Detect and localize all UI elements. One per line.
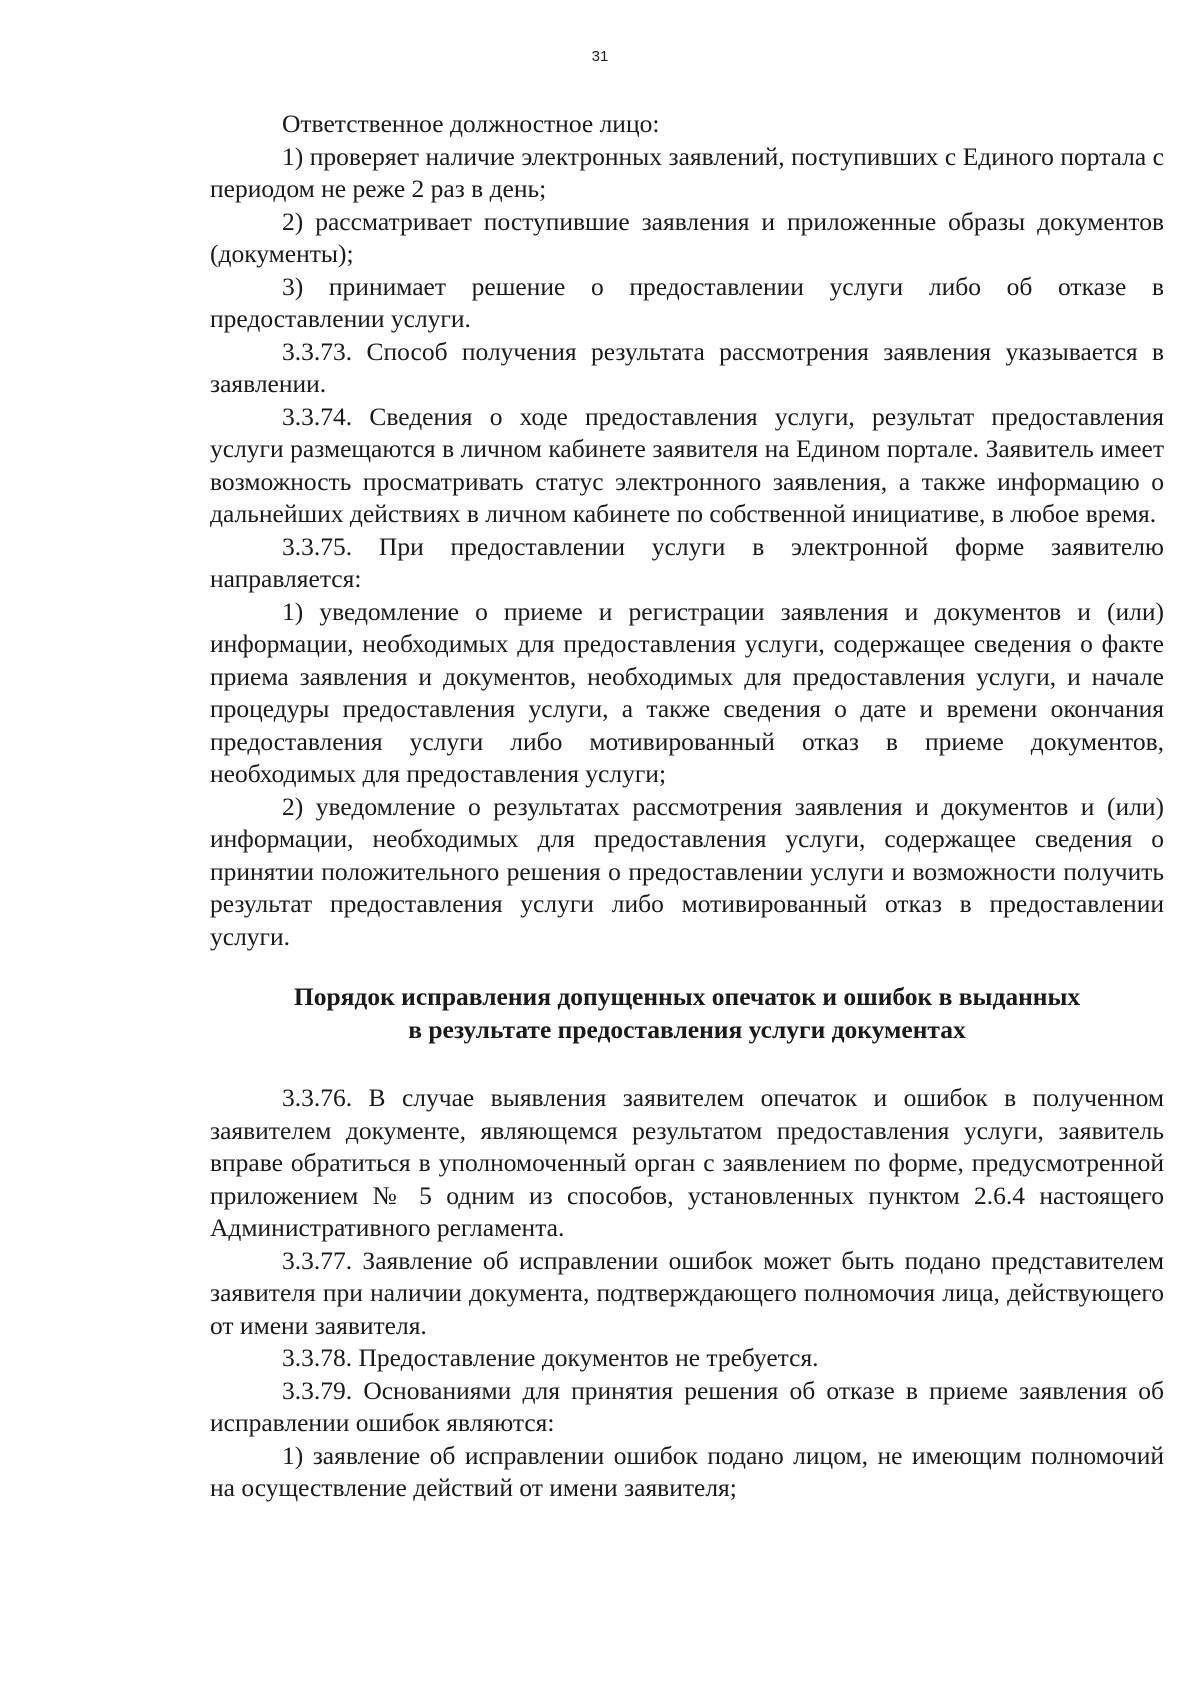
paragraph-3-3-78: 3.3.78. Предоставление документов не требуется. [282, 1343, 819, 1372]
paragraph-item-1-check: 1) проверяет наличие электронных заявлений, поступивших с Единого портала с периодом не реже 2 раз в день; [210, 141, 1164, 203]
paragraph-item-3-decision: 3) принимает решение о предоставлении услуги либо об отказе в предоставлении услуги. [210, 271, 1164, 333]
paragraph-notification-1: 1) уведомление о приеме и регистрации заявления и документов и (или) информации, необходимых для предоставления услуги, содержащее сведения о факте приема заявления и документов, необходимых для предоставления услуги, и начале процедуры предоставления услуги, а также сведения о дате и времени окончания предоставления услуги либо мотивированный отказ в приеме документов, необходимых для предоставления услуги; [210, 596, 1164, 788]
paragraph-3-3-77: 3.3.77. Заявление об исправлении ошибок может быть подано представителем заявителя при наличии документа, подтверждающего полномочия лица, действующего от имени заявителя. [210, 1245, 1164, 1340]
section-heading [210, 981, 1164, 1046]
paragraph-3-3-76: 3.3.76. В случае выявления заявителем опечаток и ошибок в полученном заявителем документе, являющемся результатом предоставления услуги, заявитель вправе обратиться в уполномоченный орган с заявлением по форме, предусмотренной приложением № 5 одним из способов, установленных пунктом 2.6.4 настоящего Административного регламента. [210, 1083, 1164, 1242]
paragraph-3-3-79: 3.3.79. Основаниями для принятия решения об отказе в приеме заявления об исправлении ошибок являются: [210, 1375, 1164, 1437]
paragraph-item-2-review: 2) рассматривает поступившие заявления и приложенные образы документов (документы); [210, 206, 1164, 268]
paragraph-3-3-75: 3.3.75. При предоставлении услуги в электронной форме заявителю направляется: [210, 531, 1164, 593]
paragraph-notification-2: 2) уведомление о результатах рассмотрения заявления и документов и (или) информации, необходимых для предоставления услуги, содержащее сведения о принятии положительного решения о предоставлении услуги и возможности получить результат предоставления услуги либо мотивированный отказ в предоставлении услуги. [210, 791, 1164, 951]
section-heading-line-2: в результате предоставления услуги документах [408, 1014, 966, 1044]
page-number: 31 [591, 48, 609, 65]
document-body [210, 108, 1164, 1505]
paragraph-3-3-73: 3.3.73. Способ получения результата рассмотрения заявления указывается в заявлении. [210, 336, 1164, 398]
paragraph-3-3-74: 3.3.74. Сведения о ходе предоставления услуги, результат предоставления услуги размещаются в личном кабинете заявителя на Едином портале. Заявитель имеет возможность просматривать статус электронного заявления, а также информацию о дальнейших действиях в личном кабинете по собственной инициативе, в любое время. [210, 401, 1164, 528]
section-heading-line-1: Порядок исправления допущенных опечаток и ошибок в выданных [293, 982, 1081, 1011]
paragraph-refusal-ground-1: 1) заявление об исправлении ошибок подано лицом, не имеющим полномочий на осуществление действий от имени заявителя; [210, 1440, 1164, 1502]
paragraph-responsible-person: Ответственное должностное лицо: [282, 109, 660, 138]
